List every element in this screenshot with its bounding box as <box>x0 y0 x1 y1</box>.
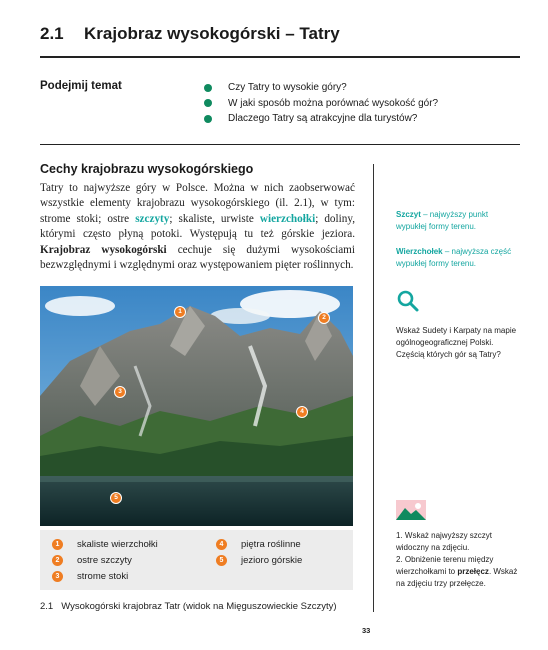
photo-task-line2-part: . Wskaż na zdjęciu trzy przełęcze. <box>396 567 518 588</box>
legend-label: jezioro górskie <box>241 555 303 566</box>
glossary-definition: – najwyższa część wypukłej formy terenu. <box>396 247 512 268</box>
keyword-szczyty: szczyty <box>135 212 170 225</box>
body-text-part: ; doliny, którymi często płyną potoki. Występują tu też górskie jeziora. <box>40 212 355 241</box>
intro-question: Czy Tatry to wysokie góry? <box>202 80 438 96</box>
caption-text: Wysokogórski krajobraz Tatr (widok na Mięguszowieckie Szczyty) <box>61 601 337 612</box>
mountain-photo <box>40 286 353 526</box>
keyword-wierzcholki: wierzchołki <box>259 212 316 225</box>
photo-marker: 2 <box>318 312 330 324</box>
magnifier-icon <box>396 289 420 313</box>
legend-number: 4 <box>216 539 227 550</box>
body-text-part: Tatry to najwyższe góry w Polsce. Można w nich zaobserwować wszystkie elementy krajobrazu wysokogórskiego (il. 2.1), w tym: strome stoki; ostre <box>40 182 355 225</box>
legend-label: ostre szczyty <box>77 555 132 566</box>
body-paragraph <box>40 181 355 273</box>
photo-task-line2 <box>396 554 524 590</box>
body-text-part: cechuje się dużymi wysokościami bezwzględnymi i względnymi oraz występowaniem pięter roślinnych. <box>40 243 355 272</box>
margin-divider <box>373 164 374 612</box>
keyword-przelecz: przełęcz <box>457 567 489 576</box>
intro-questions <box>202 80 438 127</box>
legend-item <box>216 538 301 552</box>
caption-number: 2.1 <box>40 601 54 612</box>
photo-marker: 4 <box>296 406 308 418</box>
search-task-text: Wskaż Sudety i Karpaty na mapie ogólnogeograficznej Polski. Częścią których gór są Tatry? <box>396 326 517 359</box>
section-heading: Cechy krajobrazu wysokogórskiego <box>40 162 254 176</box>
figure-caption <box>40 601 337 612</box>
legend-item <box>52 554 132 568</box>
legend-label: piętra roślinne <box>241 539 301 550</box>
photo-task-line2-part: 2. Obniżenie terenu między wierzchołkami to <box>396 555 494 576</box>
photo-marker: 1 <box>174 306 186 318</box>
section-number: 2.1 <box>40 24 64 43</box>
legend-number: 5 <box>216 555 227 566</box>
photo-legend <box>40 530 353 590</box>
page-number: 33 <box>362 626 371 635</box>
intro-rule <box>40 144 520 145</box>
keyword-krajobraz: Krajobraz wysokogórski <box>40 243 167 256</box>
glossary-szczyt <box>396 209 518 233</box>
legend-item <box>52 570 128 584</box>
glossary-definition: – najwyższy punkt wypukłej formy terenu. <box>396 210 489 231</box>
intro-label: Podejmij temat <box>40 80 122 92</box>
photo-task-line1: 1. Wskaż najwyższy szczyt widoczny na zdjęciu. <box>396 531 493 552</box>
glossary-term: Wierzchołek <box>396 247 443 256</box>
legend-label: skaliste wierzchołki <box>77 539 158 550</box>
photo-marker: 5 <box>110 492 122 504</box>
legend-item <box>52 538 158 552</box>
photo-task-text <box>396 530 524 590</box>
photo-marker: 3 <box>114 386 126 398</box>
legend-label: strome stoki <box>77 571 129 582</box>
legend-item <box>216 554 302 568</box>
body-text-part: ; skaliste, urwiste <box>169 212 260 225</box>
page-title: Krajobraz wysokogórski – Tatry <box>84 24 340 43</box>
mountain-photo-icon <box>396 500 426 520</box>
intro-question: Dlaczego Tatry są atrakcyjne dla turystów? <box>202 111 438 127</box>
title-rule <box>40 56 520 58</box>
legend-number: 2 <box>52 555 63 566</box>
legend-number: 1 <box>52 539 63 550</box>
legend-number: 3 <box>52 571 63 582</box>
intro-question: W jaki sposób można porównać wysokość gór? <box>202 96 438 112</box>
glossary-term: Szczyt <box>396 210 421 219</box>
glossary-wierzcholek <box>396 246 518 270</box>
